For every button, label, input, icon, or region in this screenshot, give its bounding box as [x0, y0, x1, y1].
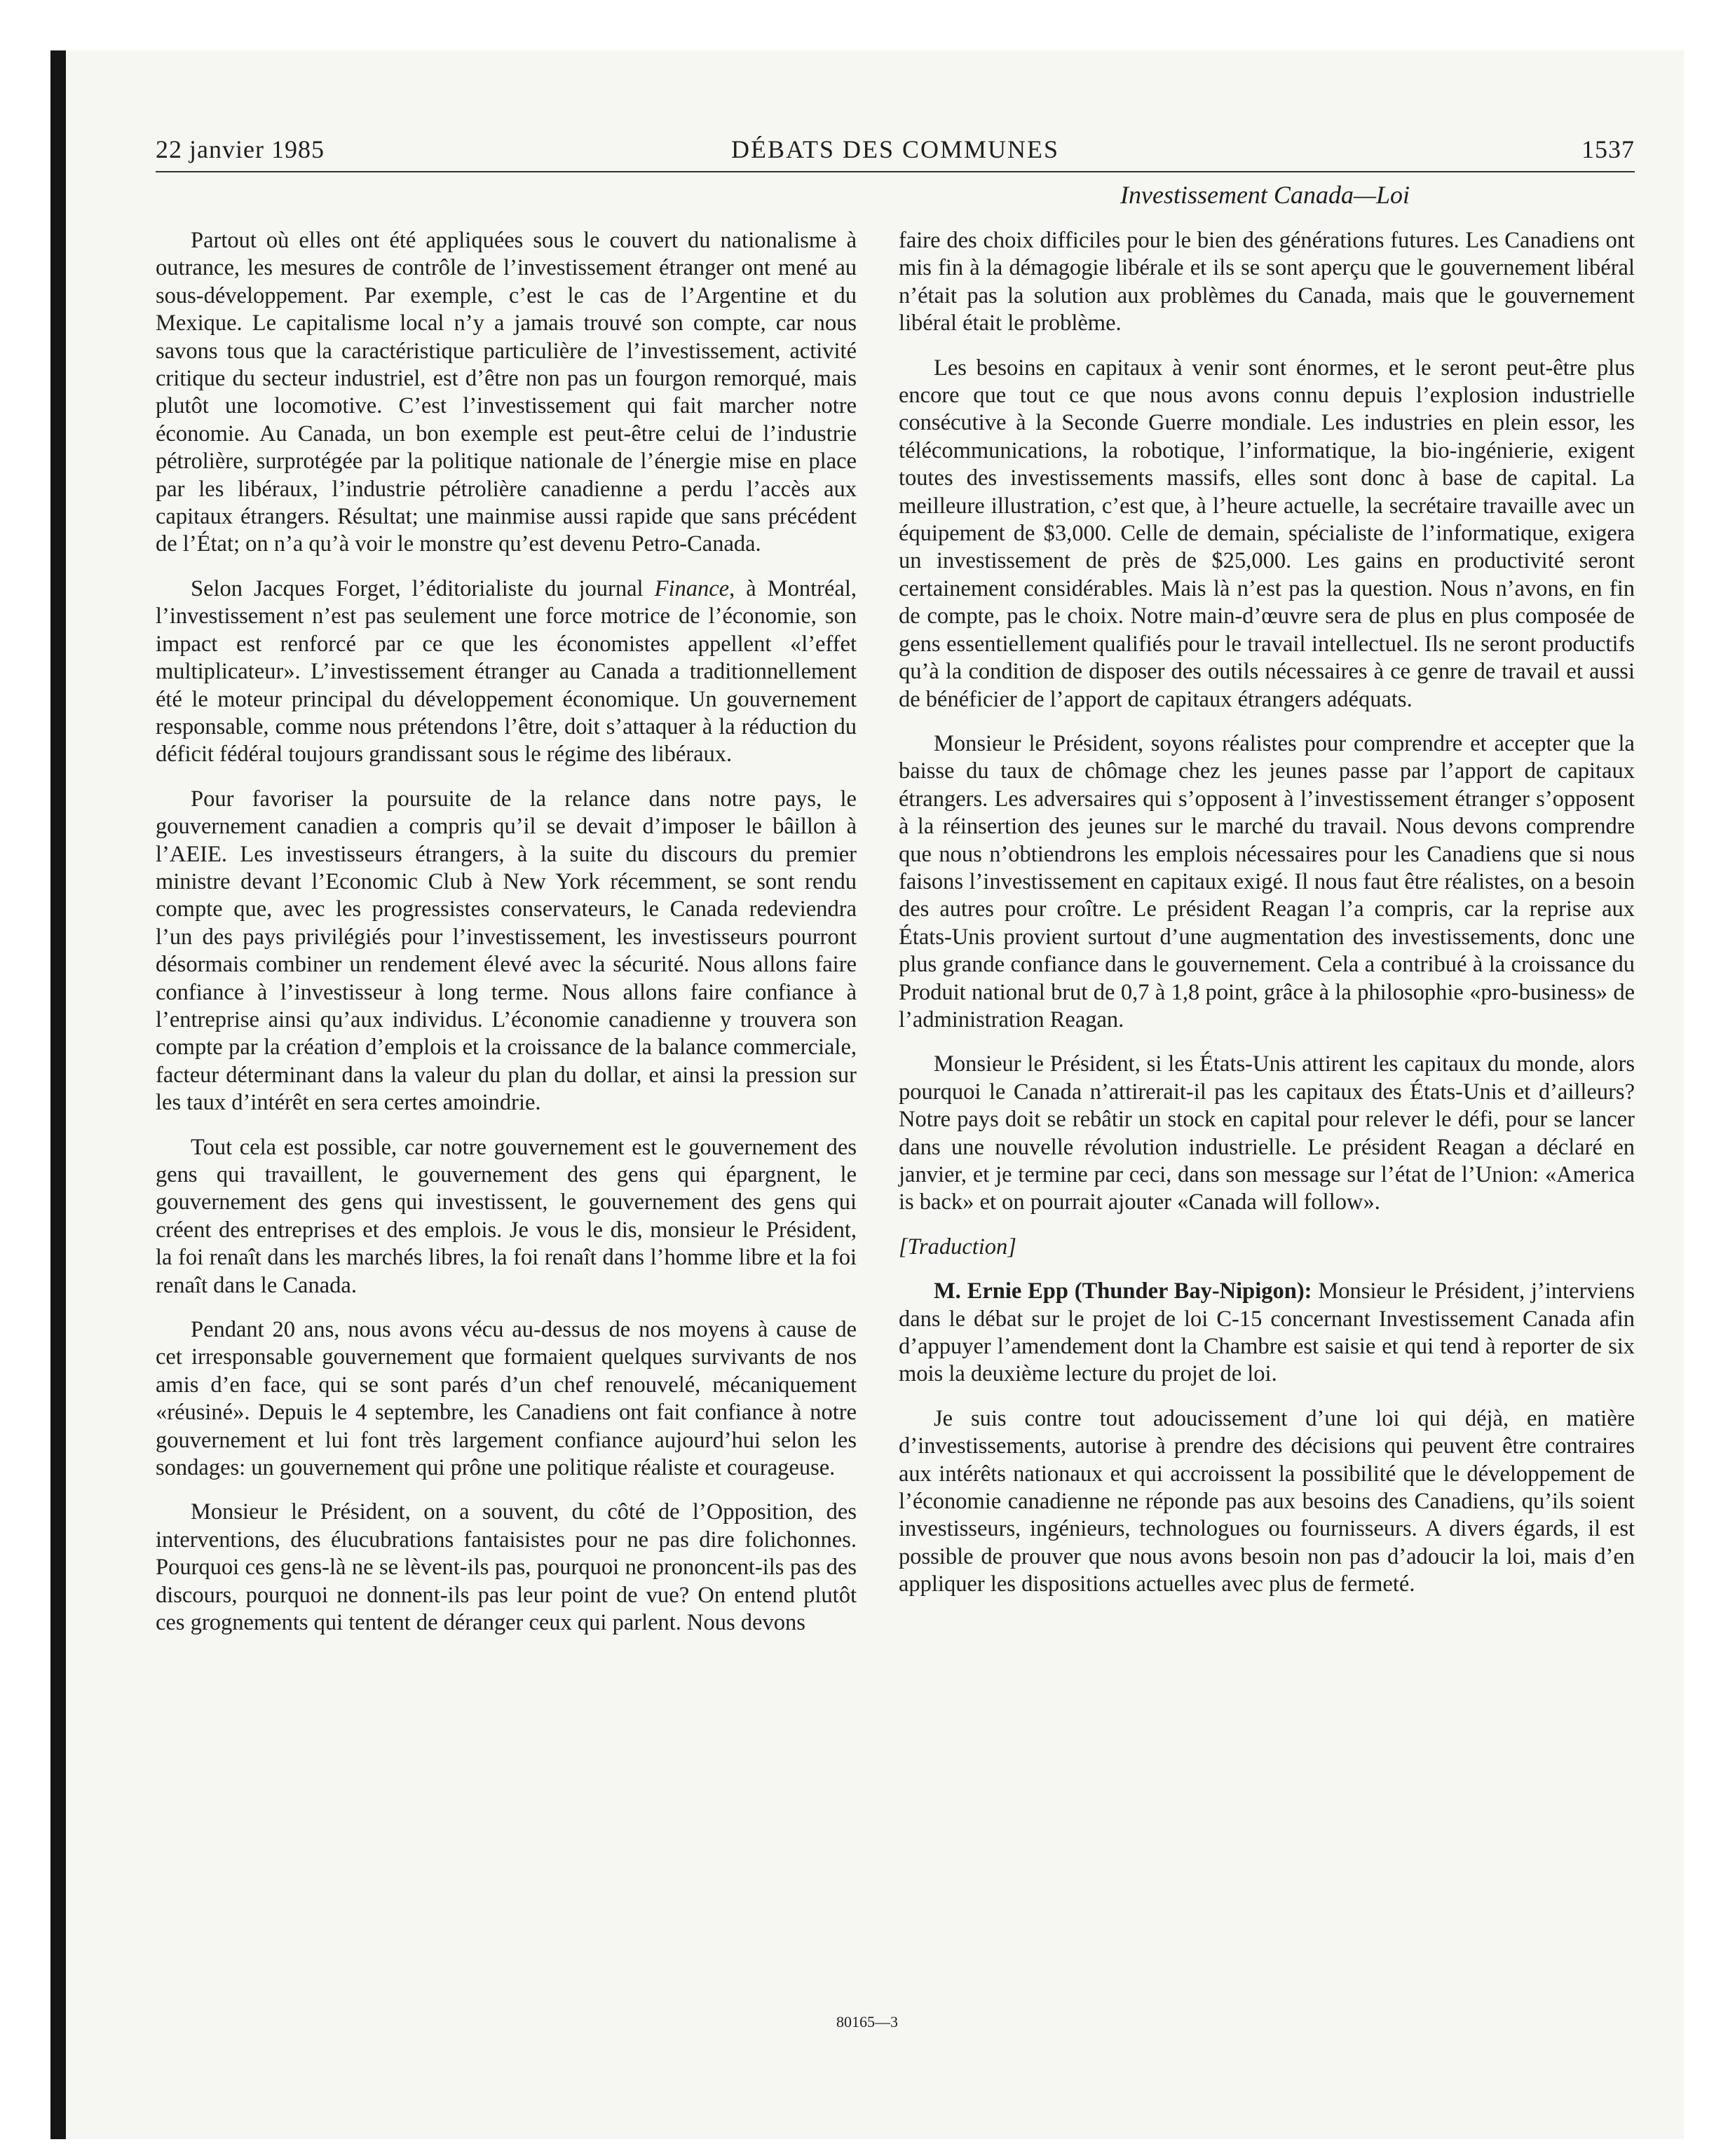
footer-code: 80165—3 — [836, 2013, 898, 2031]
scanned-page — [50, 50, 1684, 2139]
paragraph: faire des choix difficiles pour le bien des générations futures. Les Canadiens ont mis fin à la démagogie libérale et ils se sont aperçu que le gouvernement libéral n’était pas la solution aux problèmes du Canada, mais que le gouvernement libéral était le problème. — [899, 228, 1635, 336]
header-title: DÉBATS DES COMMUNES — [730, 135, 1060, 163]
paragraph: Monsieur le Président, soyons réalistes pour comprendre et accepter que la baisse du taux de chômage chez les jeunes passe par l’apport de capitaux étrangers. Les adversaires qui s’opposent à l’investissement étranger s’opposent à la réinsertion des jeunes sur le marché du travail. Nous devons comprendre que nous n’obtiendrons les emplois nécessaires pour les Canadiens que si nous faisons l’investissement en capitaux exigé. Il nous faut être réalistes, on a besoin des autres pour croître. Le président Reagan l’a compris, car la reprise aux États-Unis provient surtout d’une augmentation des investissements, donc une plus grande confiance dans le gouvernement. Cela a contribué à la croissance du Produit national brut de 0,7 à 1,8 point, grâce à la philosophie «pro-business» de l’administration Reagan. — [899, 730, 1635, 1032]
paragraph: Je suis contre tout adoucissement d’une loi qui déjà, en matière d’investissements, autorise à prendre des décisions qui peuvent être contraires aux intérêts nationaux et qui accroissent la possibilité que le développement de l’économie canadienne ne réponde pas aux besoins des Canadiens, qu’ils soient investisseurs, ingénieurs, technologues ou fournisseurs. A divers égards, il est possible de prouver que nous avons besoin non pas d’adoucir la loi, mais d’en appliquer les dispositions actuelles avec plus de fermeté. — [899, 1405, 1635, 1597]
paragraph-text: , à Montréal, l’investissement n’est pas seulement une force motrice de l’économie, son impact est renforcé par ce que les économistes appellent «l’effet multiplicateur». L’investissement étranger au Canada a traditionnellement été le moteur principal du développement économique. Un gouvernement responsable, comme nous prétendons l’être, doit s’attaquer à la réduction du déficit fédéral toujours grandissant sous le régime des libéraux. — [156, 575, 857, 767]
paragraph-text: Monsieur le Président, j’interviens dans le débat sur le projet de loi C-15 concernant Investissement Canada afin d’appuyer l’amendement dont la Chambre est saisie et qui tend à reporter de six mois la deuxième lecture du projet de loi. — [899, 1278, 1635, 1387]
header-page-number: 1537 — [1581, 135, 1635, 163]
paragraph: Monsieur le Président, on a souvent, du côté de l’Opposition, des interventions, des élucubrations fantaisistes pour ne pas dire folichonnes. Pourquoi ces gens-là ne se lèvent-ils pas, pourquoi ne prononcent-ils pas des discours, pourquoi ne donnent-ils pas leur point de vue? On entend plutôt ces grognements qui tentent de déranger ceux qui parlent. Nous devons — [156, 1499, 857, 1636]
paragraph: Pour favoriser la poursuite de la relance dans notre pays, le gouvernement canadien a compris qu’il se devait d’imposer le bâillon à l’AEIE. Les investisseurs étrangers, à la suite du discours du premier ministre devant l’Economic Club à New York récemment, se sont rendu compte que, avec les progressistes conservateurs, le Canada redeviendra l’un des pays privilégiés pour l’investissement, les investisseurs pourront désormais combiner un rendement élevé avec la sécurité. Nous allons faire confiance à l’investisseur à long terme. Nous allons faire confiance à l’entreprise ainsi qu’aux individus. L’économie canadienne y trouvera son compte par la création d’emplois et la croissance de la balance commerciale, facteur déterminant dans la valeur du plan du dollar, et ainsi la pression sur les taux d’intérêt en sera certes amoindrie. — [156, 786, 857, 1116]
page-header — [156, 129, 1635, 172]
paragraph: Pendant 20 ans, nous avons vécu au-dessus de nos moyens à cause de cet irresponsable gouvernement que formaient quelques survivants de nos amis d’en face, qui se sont parés d’un chef renouvelé, mécaniquement «réusiné». Depuis le 4 septembre, les Canadiens ont fait confiance à notre gouvernement et lui font très largement confiance aujourd’hui selon les sondages: un gouvernement qui prône une politique réaliste et courageuse. — [156, 1317, 857, 1481]
translation-tag: [Traduction] — [899, 1234, 1016, 1260]
running-title: Investissement Canada—Loi — [1120, 181, 1410, 209]
scan-edge-shadow — [50, 50, 66, 2139]
right-column — [899, 227, 1635, 1616]
paragraph — [156, 575, 857, 769]
journal-name: Finance — [654, 575, 730, 601]
paragraph: Monsieur le Président, si les États-Unis attirent les capitaux du monde, alors pourquoi le Canada n’attirerait-il pas les capitaux des États-Unis et d’ailleurs? Notre pays doit se rebâtir un stock en capital pour relever le défi, pour se lancer dans une nouvelle révolution industrielle. Le président Reagan a déclaré en janvier, et je termine par ceci, dans son message sur l’état de l’Union: «America is back» et on pourrait ajouter «Canada will follow». — [899, 1051, 1635, 1215]
paragraph: Les besoins en capitaux à venir sont énormes, et le seront peut-être plus encore que tout ce que nous avons connu depuis l’explosion industrielle consécutive à la Seconde Guerre mondiale. Les industries en plein essor, les télécommunications, la robotique, l’informatique, la bio-ingénierie, exigent toutes des investissements massifs, elles sont donc à base de capital. La meilleure illustration, c’est que, à l’heure actuelle, la secrétaire travaille avec un équipement de $3,000. Celle de demain, spécialiste de l’informatique, exigera un investissement de près de $25,000. Les gains en productivité seront certainement considérables. Mais là n’est pas la question. Nous n’avons, en fin de compte, pas le choix. Notre main-d’œuvre sera de plus en plus composée de gens essentiellement qualifiés pour le travail intellectuel. Ils ne seront productifs qu’à la condition de disposer des outils nécessaires à ce genre de travail et aussi de bénéficier de l’apport de capitaux étrangers adéquats. — [899, 355, 1635, 712]
paragraph: Partout où elles ont été appliquées sous le couvert du nationalisme à outrance, les mesures de contrôle de l’investissement étranger ont mené au sous-développement. Par exemple, c’est le cas de l’Argentine et du Mexique. Le capitalisme local n’y a jamais trouvé son compte, car nous savons tous que la caractéristique particulière de l’investissement, activité critique du secteur industriel, est d’être non pas un fourgon remorqué, mais plutôt une locomotive. C’est l’investissement qui fait marcher notre économie. Au Canada, un bon exemple est peut-être celui de l’industrie pétrolière, surprotégée par la politique nationale de l’énergie mise en place par les libéraux, l’industrie pétrolière canadienne a perdu l’accès aux capitaux étrangers. Résultat; une mainmise aussi rapide que sans précédent de l’État; on n’a qu’à voir le monstre qu’est devenu Petro-Canada. — [156, 228, 857, 557]
left-column — [156, 227, 857, 1654]
paragraph — [899, 1278, 1635, 1389]
speaker-name: M. Ernie Epp (Thunder Bay-Nipigon): — [934, 1278, 1312, 1304]
header-date: 22 janvier 1985 — [156, 135, 325, 163]
paragraph: Tout cela est possible, car notre gouvernement est le gouvernement des gens qui travaillent, le gouvernement des gens qui épargnent, le gouvernement des gens qui investissent, le gouvernement des gens qui créent des entreprises et des emplois. Je vous le dis, monsieur le Président, la foi renaît dans les marchés libres, la foi renaît dans l’homme libre et la foi renaît dans le Canada. — [156, 1134, 857, 1298]
paragraph-text: Selon Jacques Forget, l’éditorialiste du journal — [191, 575, 655, 601]
